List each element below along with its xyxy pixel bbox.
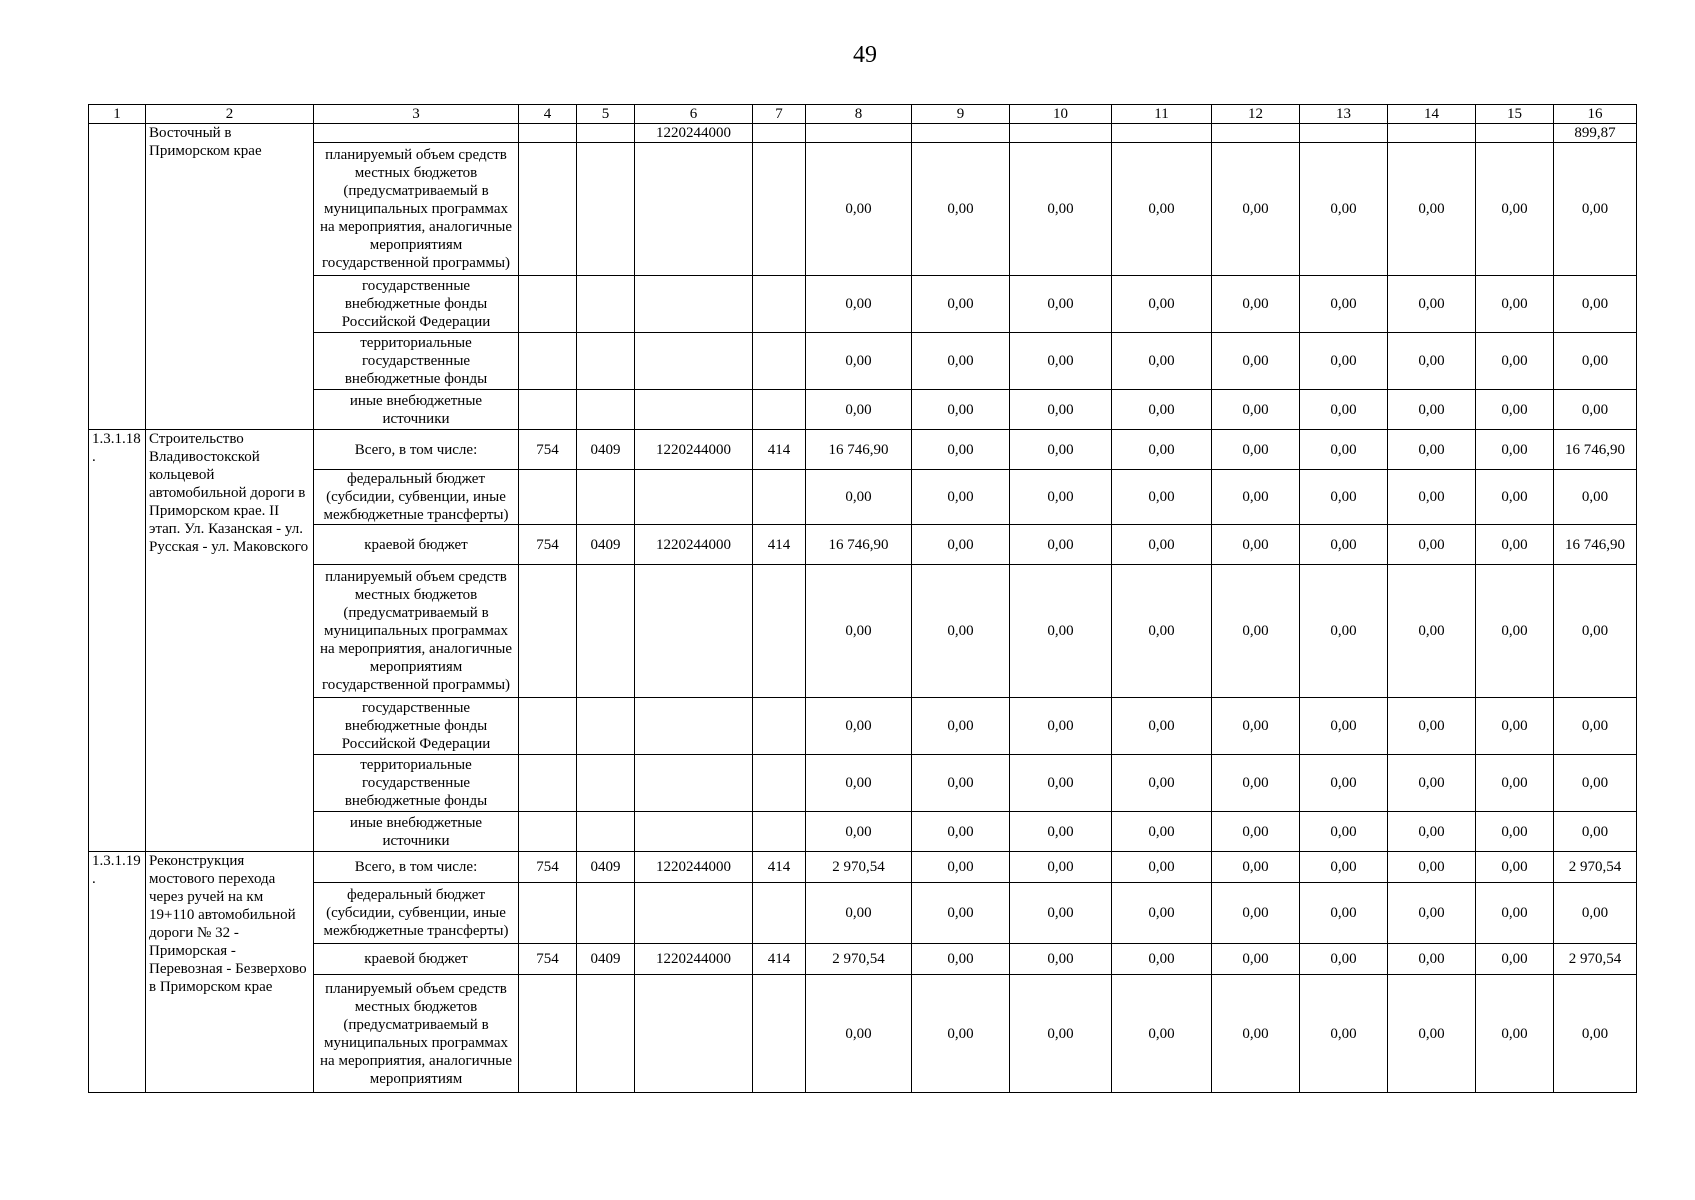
value-cell: 0,00 <box>1112 333 1212 390</box>
value-cell: 0,00 <box>806 755 912 812</box>
value-cell: 0,00 <box>912 143 1010 276</box>
value-cell: 0,00 <box>1388 565 1476 698</box>
value-cell: 0,00 <box>1388 333 1476 390</box>
value-cell: 0,00 <box>1476 430 1554 470</box>
value-cell: 0,00 <box>1476 852 1554 883</box>
value-cell: 0,00 <box>806 276 912 333</box>
value-cell: 0,00 <box>912 755 1010 812</box>
value-cell: 0,00 <box>1112 430 1212 470</box>
table-row <box>89 333 1637 390</box>
header-cell: 16 <box>1554 105 1637 124</box>
value-cell: 0,00 <box>1300 975 1388 1093</box>
value-cell: 0,00 <box>1300 430 1388 470</box>
value-cell: 0,00 <box>1212 333 1300 390</box>
code-cell: 0409 <box>577 944 635 975</box>
header-cell: 4 <box>519 105 577 124</box>
header-cell: 14 <box>1388 105 1476 124</box>
value-cell: 0,00 <box>1112 852 1212 883</box>
table-row <box>89 124 1637 143</box>
code-cell: 0409 <box>577 430 635 470</box>
value-cell: 0,00 <box>1476 143 1554 276</box>
code-cell: 1220244000 <box>635 525 753 565</box>
code-cell <box>635 390 753 430</box>
value-cell: 0,00 <box>1388 698 1476 755</box>
code-cell <box>635 755 753 812</box>
value-cell: 0,00 <box>1388 883 1476 944</box>
value-cell: 0,00 <box>1388 944 1476 975</box>
code-cell <box>519 565 577 698</box>
value-cell: 0,00 <box>1212 525 1300 565</box>
code-cell <box>519 812 577 852</box>
funding-source-cell: планируемый объем средств местных бюджетов (предусматриваемый в муниципальных программах на мероприятия, аналогичные мероприятиям государственной программы) <box>314 565 519 698</box>
value-cell: 0,00 <box>912 470 1010 525</box>
code-cell <box>519 470 577 525</box>
funding-source-cell: краевой бюджет <box>314 944 519 975</box>
value-cell <box>1010 124 1112 143</box>
table-row <box>89 698 1637 755</box>
code-cell <box>753 390 806 430</box>
code-cell <box>577 975 635 1093</box>
header-cell: 1 <box>89 105 146 124</box>
value-cell: 0,00 <box>1010 525 1112 565</box>
value-cell <box>1212 124 1300 143</box>
value-cell: 0,00 <box>1112 698 1212 755</box>
header-cell: 5 <box>577 105 635 124</box>
value-cell: 0,00 <box>912 276 1010 333</box>
code-cell: 754 <box>519 525 577 565</box>
code-cell <box>753 276 806 333</box>
value-cell: 0,00 <box>1112 143 1212 276</box>
funding-source-cell: территориальные государственные внебюджетные фонды <box>314 755 519 812</box>
value-cell: 0,00 <box>1212 565 1300 698</box>
value-cell: 0,00 <box>1112 390 1212 430</box>
value-cell: 0,00 <box>806 333 912 390</box>
header-cell: 2 <box>146 105 314 124</box>
value-cell: 16 746,90 <box>1554 430 1637 470</box>
page-number: 49 <box>853 42 877 68</box>
header-cell: 9 <box>912 105 1010 124</box>
code-cell <box>753 812 806 852</box>
value-cell: 0,00 <box>1388 525 1476 565</box>
table-row <box>89 525 1637 565</box>
funding-source-cell: иные внебюджетные источники <box>314 390 519 430</box>
funding-source-cell: федеральный бюджет (субсидии, субвенции, иные межбюджетные трансферты) <box>314 470 519 525</box>
value-cell: 0,00 <box>1010 812 1112 852</box>
header-cell: 15 <box>1476 105 1554 124</box>
code-cell <box>753 975 806 1093</box>
code-cell <box>635 698 753 755</box>
value-cell <box>1476 124 1554 143</box>
code-cell <box>753 143 806 276</box>
table-row <box>89 975 1637 1093</box>
value-cell: 0,00 <box>1554 390 1637 430</box>
item-name-cell: Восточный в Приморском крае <box>146 124 314 430</box>
value-cell: 0,00 <box>1212 883 1300 944</box>
value-cell: 16 746,90 <box>806 430 912 470</box>
value-cell: 0,00 <box>1476 975 1554 1093</box>
value-cell: 0,00 <box>1112 944 1212 975</box>
value-cell: 0,00 <box>1010 143 1112 276</box>
value-cell: 0,00 <box>912 883 1010 944</box>
code-cell <box>753 124 806 143</box>
code-cell <box>577 390 635 430</box>
table-row <box>89 812 1637 852</box>
code-cell: 1220244000 <box>635 430 753 470</box>
value-cell: 0,00 <box>1300 883 1388 944</box>
header-row <box>89 105 1637 124</box>
code-cell: 0409 <box>577 525 635 565</box>
code-cell <box>519 975 577 1093</box>
code-cell <box>635 975 753 1093</box>
value-cell <box>1300 124 1388 143</box>
value-cell: 0,00 <box>1554 812 1637 852</box>
code-cell: 754 <box>519 852 577 883</box>
value-cell: 0,00 <box>1010 430 1112 470</box>
code-cell <box>753 565 806 698</box>
value-cell: 2 970,54 <box>1554 852 1637 883</box>
code-cell <box>577 883 635 944</box>
value-cell: 0,00 <box>1010 755 1112 812</box>
value-cell: 0,00 <box>1554 470 1637 525</box>
code-cell <box>577 812 635 852</box>
code-cell <box>577 143 635 276</box>
value-cell: 0,00 <box>1112 883 1212 944</box>
value-cell: 0,00 <box>1388 390 1476 430</box>
value-cell: 0,00 <box>1212 470 1300 525</box>
code-cell <box>577 698 635 755</box>
table-row <box>89 852 1637 883</box>
value-cell: 0,00 <box>1554 333 1637 390</box>
code-cell <box>577 470 635 525</box>
item-code-cell: 1.3.1.19 . <box>89 852 146 1093</box>
value-cell: 0,00 <box>806 565 912 698</box>
value-cell: 0,00 <box>1388 812 1476 852</box>
value-cell: 0,00 <box>1388 852 1476 883</box>
value-cell: 0,00 <box>1300 812 1388 852</box>
value-cell <box>1388 124 1476 143</box>
code-cell <box>635 565 753 698</box>
code-cell <box>635 333 753 390</box>
code-cell <box>635 883 753 944</box>
value-cell: 2 970,54 <box>1554 944 1637 975</box>
value-cell: 0,00 <box>1476 470 1554 525</box>
value-cell: 0,00 <box>1476 944 1554 975</box>
code-cell <box>519 276 577 333</box>
funding-source-cell: Всего, в том числе: <box>314 430 519 470</box>
code-cell <box>577 755 635 812</box>
funding-source-cell: Всего, в том числе: <box>314 852 519 883</box>
code-cell <box>519 755 577 812</box>
value-cell: 0,00 <box>912 944 1010 975</box>
value-cell: 0,00 <box>912 975 1010 1093</box>
code-cell: 1220244000 <box>635 944 753 975</box>
table-row <box>89 565 1637 698</box>
table-row <box>89 883 1637 944</box>
funding-source-cell <box>314 124 519 143</box>
value-cell: 0,00 <box>1112 276 1212 333</box>
table-row <box>89 470 1637 525</box>
code-cell <box>519 143 577 276</box>
value-cell: 0,00 <box>1388 975 1476 1093</box>
header-cell: 7 <box>753 105 806 124</box>
funding-source-cell: планируемый объем средств местных бюджетов (предусматриваемый в муниципальных программах на мероприятия, аналогичные мероприятиям <box>314 975 519 1093</box>
header-cell: 11 <box>1112 105 1212 124</box>
value-cell: 0,00 <box>1212 852 1300 883</box>
item-code-cell: 1.3.1.18 . <box>89 430 146 852</box>
value-cell: 0,00 <box>1476 755 1554 812</box>
value-cell: 0,00 <box>1300 333 1388 390</box>
code-cell: 414 <box>753 944 806 975</box>
code-cell <box>577 565 635 698</box>
value-cell: 0,00 <box>806 975 912 1093</box>
value-cell <box>806 124 912 143</box>
code-cell: 414 <box>753 852 806 883</box>
code-cell: 1220244000 <box>635 124 753 143</box>
table-row <box>89 430 1637 470</box>
value-cell: 0,00 <box>806 883 912 944</box>
value-cell: 0,00 <box>912 525 1010 565</box>
code-cell: 1220244000 <box>635 852 753 883</box>
value-cell: 0,00 <box>1010 276 1112 333</box>
funding-source-cell: краевой бюджет <box>314 525 519 565</box>
funding-source-cell: государственные внебюджетные фонды Российской Федерации <box>314 698 519 755</box>
value-cell: 0,00 <box>912 333 1010 390</box>
item-code-cell <box>89 124 146 430</box>
value-cell: 0,00 <box>1554 698 1637 755</box>
value-cell: 0,00 <box>1388 470 1476 525</box>
funding-source-cell: территориальные государственные внебюджетные фонды <box>314 333 519 390</box>
code-cell <box>753 333 806 390</box>
code-cell <box>753 470 806 525</box>
value-cell: 0,00 <box>1300 565 1388 698</box>
header-cell: 13 <box>1300 105 1388 124</box>
code-cell: 754 <box>519 430 577 470</box>
value-cell: 0,00 <box>1212 276 1300 333</box>
value-cell: 0,00 <box>1554 975 1637 1093</box>
value-cell: 0,00 <box>912 698 1010 755</box>
value-cell: 0,00 <box>1554 883 1637 944</box>
value-cell: 0,00 <box>1300 944 1388 975</box>
value-cell: 0,00 <box>1010 333 1112 390</box>
value-cell: 0,00 <box>1476 883 1554 944</box>
value-cell: 0,00 <box>1212 944 1300 975</box>
header-cell: 3 <box>314 105 519 124</box>
code-cell: 754 <box>519 944 577 975</box>
value-cell: 0,00 <box>1212 975 1300 1093</box>
code-cell: 414 <box>753 525 806 565</box>
value-cell: 0,00 <box>912 852 1010 883</box>
value-cell: 0,00 <box>1300 852 1388 883</box>
code-cell <box>753 698 806 755</box>
value-cell: 2 970,54 <box>806 852 912 883</box>
value-cell: 0,00 <box>806 812 912 852</box>
table-row <box>89 944 1637 975</box>
value-cell: 0,00 <box>1300 470 1388 525</box>
funding-source-cell: государственные внебюджетные фонды Российской Федерации <box>314 276 519 333</box>
value-cell: 0,00 <box>1476 565 1554 698</box>
value-cell: 0,00 <box>806 698 912 755</box>
value-cell: 0,00 <box>1010 565 1112 698</box>
value-cell: 0,00 <box>1112 525 1212 565</box>
value-cell: 0,00 <box>1300 525 1388 565</box>
code-cell <box>577 276 635 333</box>
value-cell: 0,00 <box>1112 565 1212 698</box>
header-cell: 12 <box>1212 105 1300 124</box>
value-cell: 0,00 <box>1112 812 1212 852</box>
value-cell: 0,00 <box>1212 430 1300 470</box>
code-cell <box>635 276 753 333</box>
value-cell: 0,00 <box>1476 276 1554 333</box>
budget-table <box>88 104 1637 1093</box>
value-cell: 0,00 <box>1300 390 1388 430</box>
code-cell <box>635 812 753 852</box>
code-cell <box>635 143 753 276</box>
value-cell: 0,00 <box>912 430 1010 470</box>
value-cell: 0,00 <box>912 390 1010 430</box>
item-name-cell: Реконструкция мостового перехода через ручей на км 19+110 автомобильной дороги № 32 - Приморская - Перевозная - Безверхово в Приморском крае <box>146 852 314 1093</box>
table-row <box>89 390 1637 430</box>
value-cell: 0,00 <box>1010 470 1112 525</box>
value-cell: 0,00 <box>1010 975 1112 1093</box>
value-cell <box>912 124 1010 143</box>
value-cell: 0,00 <box>1476 812 1554 852</box>
value-cell: 0,00 <box>806 143 912 276</box>
code-cell <box>635 470 753 525</box>
value-cell: 0,00 <box>1112 975 1212 1093</box>
funding-source-cell: планируемый объем средств местных бюджетов (предусматриваемый в муниципальных программах на мероприятия, аналогичные мероприятиям государственной программы) <box>314 143 519 276</box>
value-cell: 0,00 <box>1554 755 1637 812</box>
funding-source-cell: федеральный бюджет (субсидии, субвенции, иные межбюджетные трансферты) <box>314 883 519 944</box>
code-cell <box>519 698 577 755</box>
header-cell: 8 <box>806 105 912 124</box>
table-row <box>89 143 1637 276</box>
value-cell: 0,00 <box>1300 698 1388 755</box>
value-cell: 16 746,90 <box>806 525 912 565</box>
value-cell: 0,00 <box>1212 698 1300 755</box>
value-cell: 0,00 <box>1112 755 1212 812</box>
value-cell: 0,00 <box>1554 565 1637 698</box>
code-cell <box>519 883 577 944</box>
value-cell: 0,00 <box>806 390 912 430</box>
value-cell: 0,00 <box>912 565 1010 698</box>
value-cell: 2 970,54 <box>806 944 912 975</box>
value-cell: 0,00 <box>1476 333 1554 390</box>
value-cell: 0,00 <box>1388 430 1476 470</box>
value-cell: 0,00 <box>1212 390 1300 430</box>
value-cell: 0,00 <box>1388 143 1476 276</box>
value-cell <box>1112 124 1212 143</box>
header-cell: 10 <box>1010 105 1112 124</box>
value-cell: 0,00 <box>1300 143 1388 276</box>
code-cell: 0409 <box>577 852 635 883</box>
value-cell: 0,00 <box>1212 812 1300 852</box>
value-cell: 0,00 <box>1554 276 1637 333</box>
value-cell: 0,00 <box>1476 390 1554 430</box>
code-cell <box>519 333 577 390</box>
value-cell: 0,00 <box>1388 755 1476 812</box>
code-cell <box>519 124 577 143</box>
code-cell <box>577 333 635 390</box>
value-cell: 0,00 <box>1010 698 1112 755</box>
value-cell: 0,00 <box>1010 944 1112 975</box>
value-cell: 0,00 <box>1554 143 1637 276</box>
value-cell: 16 746,90 <box>1554 525 1637 565</box>
value-cell: 0,00 <box>1212 755 1300 812</box>
value-cell: 0,00 <box>1476 525 1554 565</box>
value-cell: 0,00 <box>1010 852 1112 883</box>
table-row <box>89 276 1637 333</box>
item-name-cell: Строительство Владивостокской кольцевой автомобильной дороги в Приморском крае. II этап. Ул. Казанская - ул. Русская - ул. Маковского <box>146 430 314 852</box>
value-cell: 0,00 <box>912 812 1010 852</box>
code-cell <box>753 755 806 812</box>
code-cell <box>753 883 806 944</box>
value-cell: 0,00 <box>1300 276 1388 333</box>
value-cell: 899,87 <box>1554 124 1637 143</box>
table-row <box>89 755 1637 812</box>
header-cell: 6 <box>635 105 753 124</box>
funding-source-cell: иные внебюджетные источники <box>314 812 519 852</box>
value-cell: 0,00 <box>1212 143 1300 276</box>
value-cell: 0,00 <box>1010 390 1112 430</box>
value-cell: 0,00 <box>1476 698 1554 755</box>
code-cell: 414 <box>753 430 806 470</box>
code-cell <box>577 124 635 143</box>
value-cell: 0,00 <box>806 470 912 525</box>
value-cell: 0,00 <box>1388 276 1476 333</box>
value-cell: 0,00 <box>1010 883 1112 944</box>
code-cell <box>519 390 577 430</box>
value-cell: 0,00 <box>1300 755 1388 812</box>
value-cell: 0,00 <box>1112 470 1212 525</box>
